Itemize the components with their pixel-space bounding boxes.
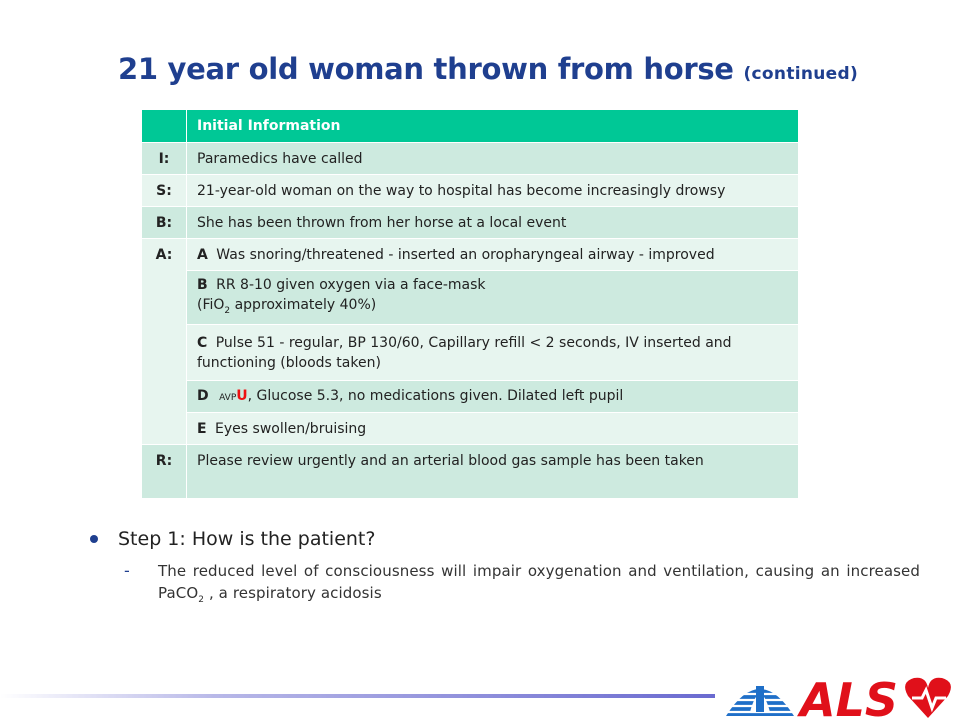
slide-title-suffix: (continued) (743, 64, 859, 84)
table-row (142, 381, 798, 413)
row-key: S: (142, 175, 187, 207)
row-text: 21-year-old woman on the way to hospital has become increasingly drowsy (187, 175, 799, 207)
fio2-post: approximately 40%) (230, 296, 377, 313)
row-key: R: (142, 445, 187, 499)
assessment-e (187, 413, 799, 445)
row-key: I: (142, 143, 187, 175)
table-header: Initial Information (187, 110, 799, 143)
bullet-detail (124, 560, 920, 611)
detail-text: The reduced level of consciousness will impair oxygenation and ventilation, causing an increased PaCO (158, 562, 920, 602)
bullet-list (90, 528, 920, 611)
row-text: She has been thrown from her horse at a local event (187, 207, 799, 239)
slide-title (118, 52, 938, 86)
row-text: Please review urgently and an arterial blood gas sample has been taken (187, 445, 799, 499)
logo-text: ALS (800, 673, 899, 720)
als-logo (722, 668, 956, 720)
avpu-avp: AVP (219, 392, 237, 403)
assessment-letter: E (197, 420, 207, 437)
table-row (142, 271, 798, 325)
assessment-letter: B (197, 276, 208, 293)
fio2-pre: (FiO (197, 296, 225, 313)
table-row (142, 413, 798, 445)
row-text: Paramedics have called (187, 143, 799, 175)
assessment-text: Eyes swollen/bruising (215, 420, 367, 437)
assessment-letter: A (197, 246, 208, 263)
row-key: A: (142, 239, 187, 445)
assessment-text: , Glucose 5.3, no medications given. Dilated left pupil (247, 387, 624, 404)
assessment-text: RR 8-10 given oxygen via a face-mask (216, 276, 486, 293)
assessment-letter: D (197, 387, 209, 404)
detail-sub: 2 (198, 595, 205, 605)
table-row (142, 175, 798, 207)
assessment-a (187, 239, 799, 271)
bullet-dot-icon (90, 535, 98, 543)
assessment-text: Was snoring/threatened - inserted an oropharyngeal airway - improved (216, 246, 715, 263)
step-text: Step 1: How is the patient? (118, 528, 376, 550)
table-row (142, 325, 798, 381)
heart-icon (905, 678, 951, 718)
table-row (142, 207, 798, 239)
assessment-b (187, 271, 799, 325)
dome-icon (726, 682, 794, 716)
bullet-step (90, 528, 920, 550)
avpu-u: U (236, 387, 248, 404)
sbar-table (142, 110, 798, 499)
assessment-text: Pulse 51 - regular, BP 130/60, Capillary refill < 2 seconds, IV inserted and functioning (bloods taken) (197, 334, 732, 371)
table-row (142, 143, 798, 175)
assessment-c (187, 325, 799, 381)
dash-icon: - (124, 561, 130, 580)
slide-title-main: 21 year old woman thrown from horse (118, 52, 734, 86)
detail-text-end: , a respiratory acidosis (204, 584, 382, 602)
assessment-d (187, 381, 799, 413)
table-row (142, 239, 798, 271)
table-header-row (142, 110, 798, 143)
fio2-sub: 2 (224, 305, 231, 316)
table-row (142, 445, 798, 499)
row-key: B: (142, 207, 187, 239)
assessment-letter: C (197, 334, 208, 351)
footer-bar (0, 694, 715, 698)
